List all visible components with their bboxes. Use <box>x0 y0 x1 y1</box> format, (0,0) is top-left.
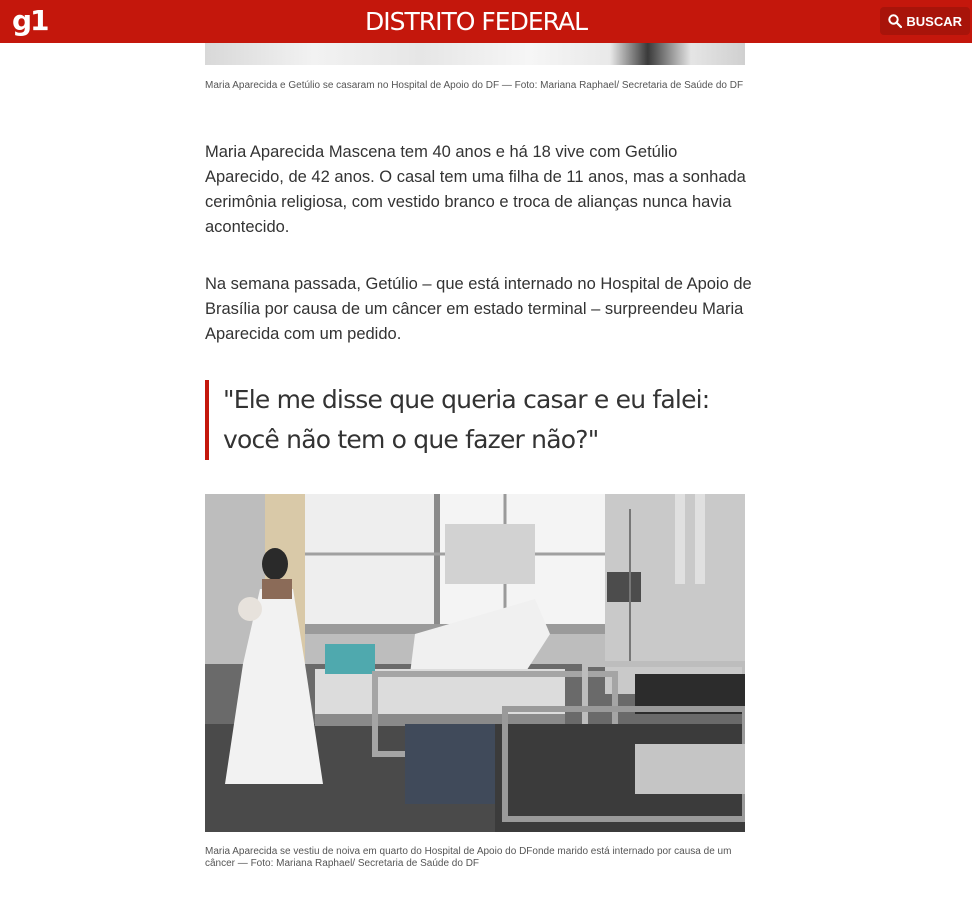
search-button[interactable] <box>880 7 970 35</box>
search-label: BUSCAR <box>906 13 962 29</box>
wedding-photo-top-crop <box>205 43 745 65</box>
photo-caption: Maria Aparecida se vestiu de noiva em quarto do Hospital de Apoio do DFonde marido está internado por causa de um câncer — Foto: Mariana Raphael/ Secretaria de Saúde do DF <box>205 846 732 869</box>
top-header <box>0 0 972 43</box>
hospital-room-photo <box>205 494 745 832</box>
blockquote <box>205 380 745 460</box>
search-icon <box>888 14 902 28</box>
g1-logo[interactable]: g1 <box>12 4 48 37</box>
article-paragraph: Maria Aparecida Mascena tem 40 anos e há 18 vive com Getúlio Aparecido, de 42 anos. O casal tem uma filha de 11 anos, mas a sonhada cerimônia religiosa, com vestido branco e troca de alianças nunca havia acontecido. <box>205 143 746 236</box>
photo-caption: Maria Aparecida e Getúlio se casaram no Hospital de Apoio do DF — Foto: Mariana Raphael/ Secretaria de Saúde do DF <box>205 80 744 91</box>
section-title[interactable]: DISTRITO FEDERAL <box>364 7 587 36</box>
article-paragraph: Na semana passada, Getúlio – que está internado no Hospital de Apoio de Brasília por causa de um câncer em estado terminal – surpreendeu Maria Aparecida com um pedido. <box>205 275 752 343</box>
article-photo[interactable] <box>205 494 745 832</box>
quote-text: "Ele me disse que queria casar e eu falei: você não tem o que fazer não?" <box>223 385 710 454</box>
